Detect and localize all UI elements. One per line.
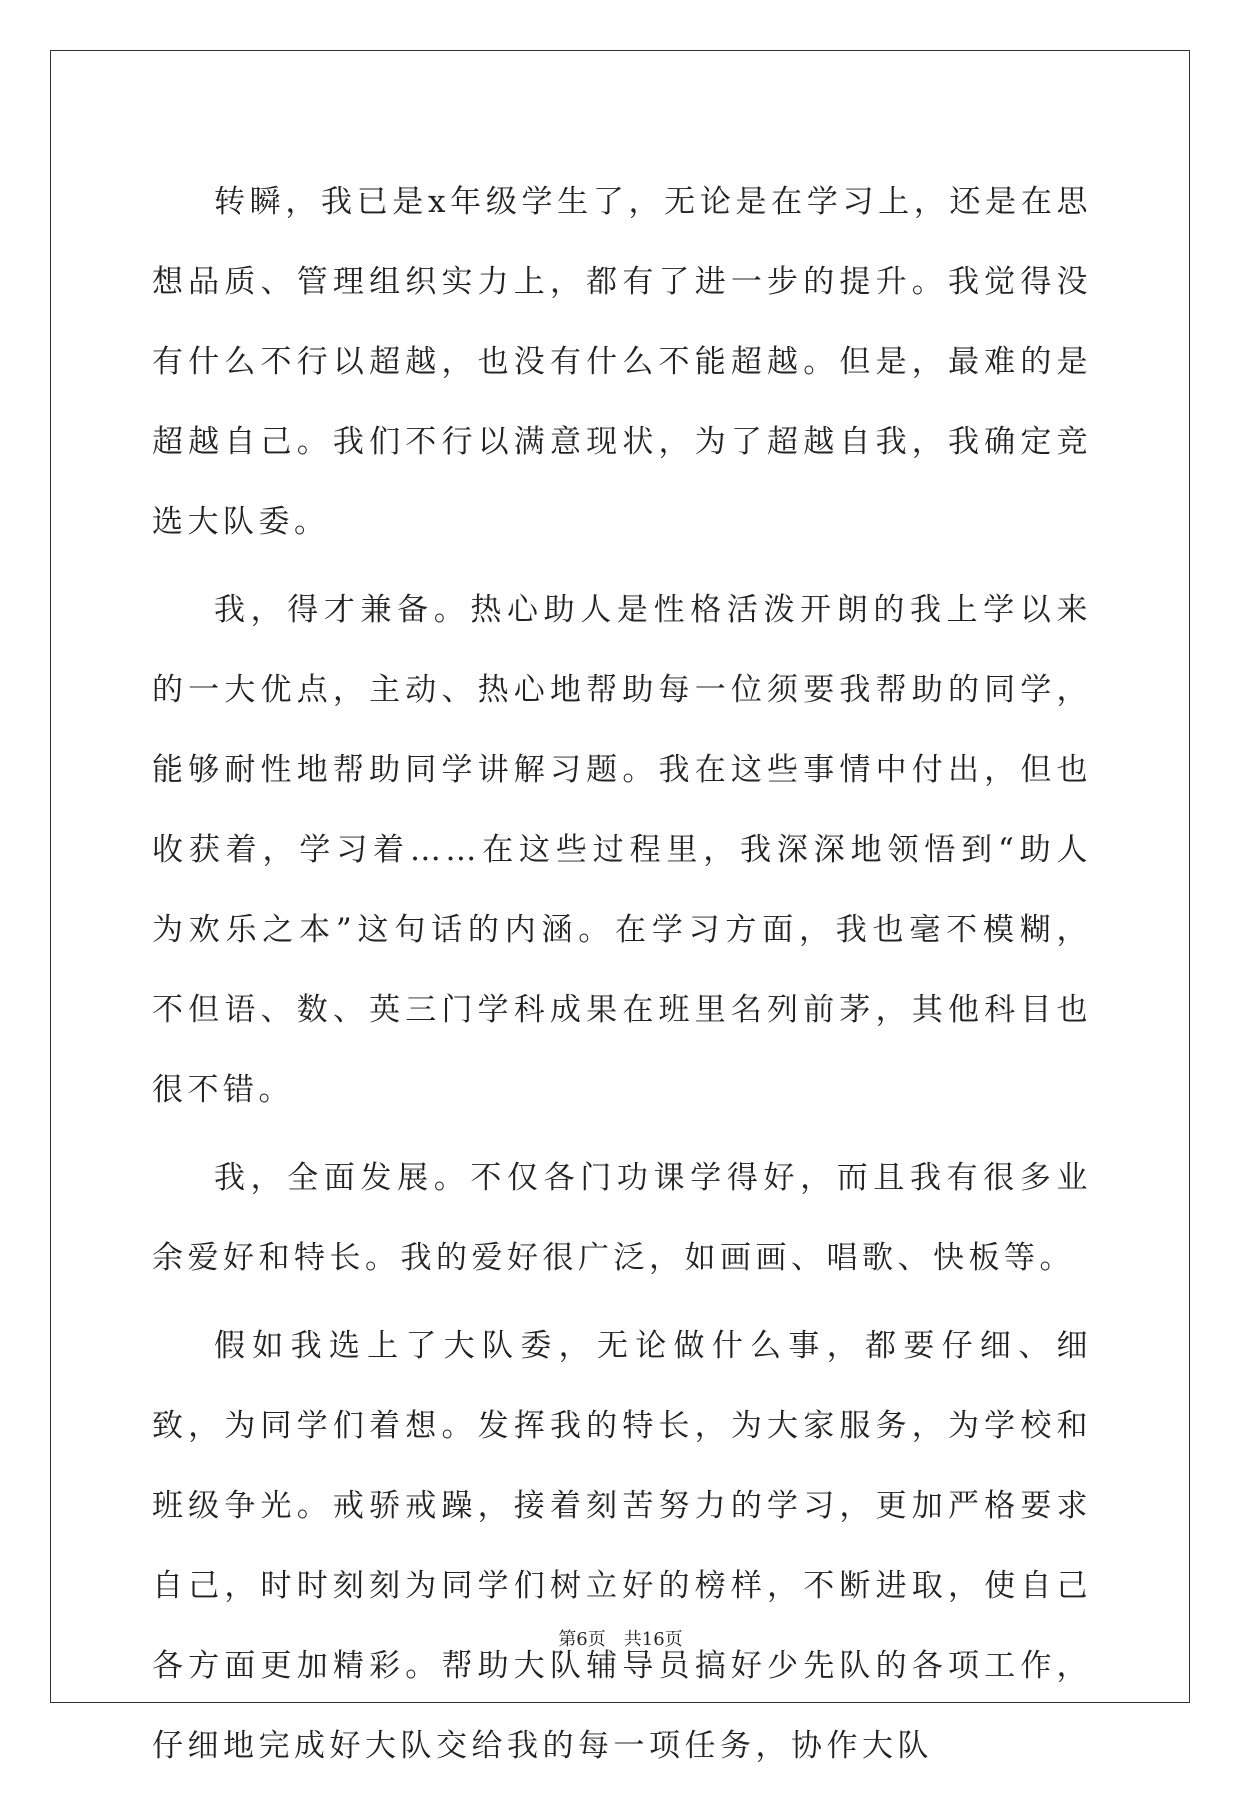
paragraph: 我，得才兼备。热心助人是性格活泼开朗的我上学以来的一大优点，主动、热心地帮助每一位须要我帮助的同学，能够耐性地帮助同学讲解习题。我在这些事情中付出，但也收获着，学习着……在这些过程里，我深深地领悟到“助人为欢乐之本”这句话的内涵。在学习方面，我也毫不模糊，不但语、数、英三门学科成果在班里名列前茅，其他科目也很不错。 [152,592,1092,1108]
paragraph: 转瞬，我已是x年级学生了，无论是在学习上，还是在思想品质、管理组织实力上，都有了进一步的提升。我觉得没有什么不行以超越，也没有什么不能超越。但是，最难的是超越自己。我们不行以满意现状，为了超越自我，我确定竞选大队委。 [152,184,1092,540]
document-body [152,162,1092,1794]
paragraph: 假如我选上了大队委，无论做什么事，都要仔细、细致，为同学们着想。发挥我的特长，为大家服务，为学校和班级争光。戒骄戒躁，接着刻苦努力的学习，更加严格要求自己，时时刻刻为同学们树立好的榜样，不断进取，使自己各方面更加精彩。帮助大队辅导员搞好少先队的各项工作，仔细地完成好大队交给我的每一项任务，协作大队 [152,1328,1092,1764]
page-number-footer: 第6页 共16页 [558,1629,683,1650]
paragraph: 我，全面发展。不仅各门功课学得好，而且我有很多业余爱好和特长。我的爱好很广泛，如画画、唱歌、快板等。 [152,1160,1092,1276]
